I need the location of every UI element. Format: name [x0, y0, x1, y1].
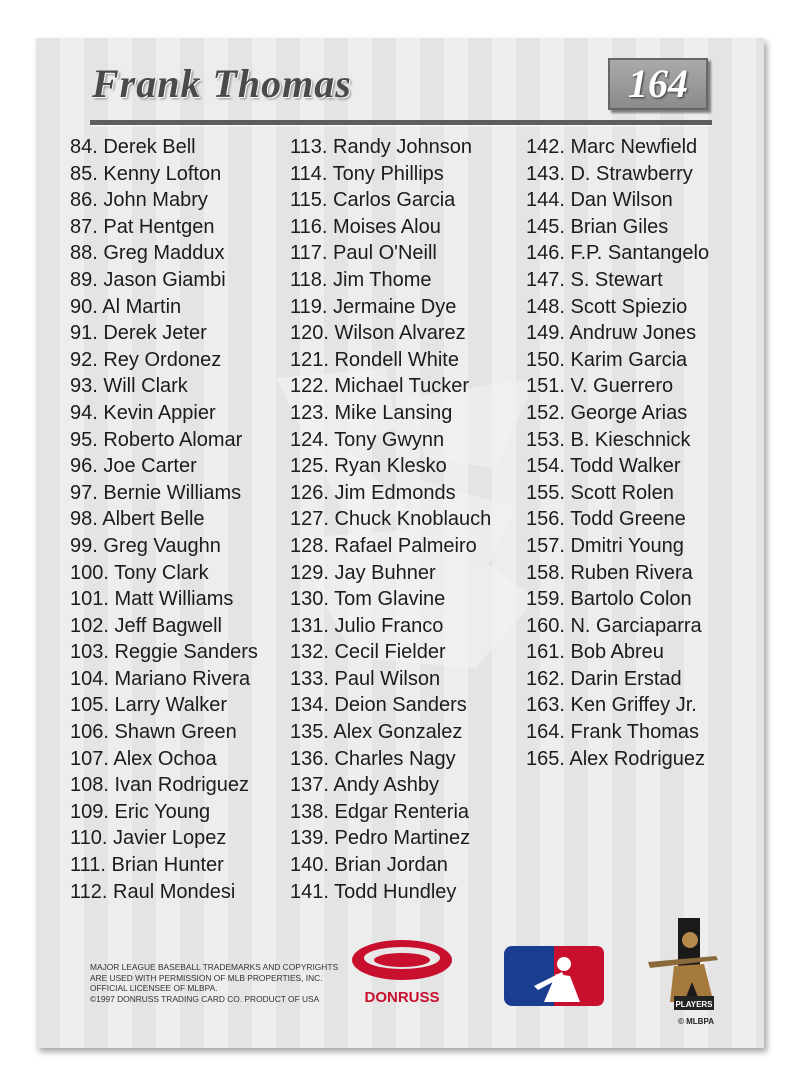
checklist-entry: 94. Kevin Appier [70, 401, 216, 424]
legal-line: MAJOR LEAGUE BASEBALL TRADEMARKS AND COPYRIGHTS [90, 962, 339, 972]
trading-card-back [36, 38, 764, 1048]
checklist-entry: 133. Paul Wilson [290, 667, 441, 690]
checklist-entry: 128. Rafael Palmeiro [290, 534, 477, 557]
checklist-entry: 104. Mariano Rivera [70, 667, 251, 690]
donruss-logo-icon [346, 938, 458, 1010]
checklist-entry: 109. Eric Young [70, 800, 211, 823]
checklist-entry: 138. Edgar Renteria [290, 800, 470, 823]
legal-line: ©1997 DONRUSS TRADING CARD CO. PRODUCT OF USA [90, 993, 320, 1004]
checklist-entry: 165. Alex Rodriguez [526, 747, 706, 770]
checklist-entry: 132. Cecil Fielder [290, 641, 446, 664]
checklist-entry: 147. S. Stewart [526, 268, 663, 291]
checklist-entry: 130. Tom Glavine [290, 588, 446, 611]
checklist-entry: 108. Ivan Rodriguez [70, 774, 250, 797]
checklist-entry: 107. Alex Ochoa [70, 747, 217, 770]
checklist-entry: 155. Scott Rolen [526, 481, 674, 504]
checklist-entry: 125. Ryan Klesko [290, 455, 447, 478]
checklist-entry: 99. Greg Vaughn [70, 534, 221, 557]
checklist-entry: 91. Derek Jeter [70, 322, 207, 345]
checklist-entry: 97. Bernie Williams [70, 481, 242, 504]
checklist-entry: 141. Todd Hundley [290, 880, 457, 903]
players-logo-text: PLAYERS [675, 1000, 713, 1009]
checklist-entry: 139. Pedro Martinez [290, 827, 471, 850]
checklist-entry: 103. Reggie Sanders [70, 641, 258, 664]
checklist-entry: 87. Pat Hentgen [70, 215, 215, 238]
checklist-entry: 157. Dmitri Young [526, 534, 684, 557]
checklist-entry: 131. Julio Franco [290, 614, 444, 637]
checklist-entry: 93. Will Clark [70, 375, 188, 398]
checklist-entry: 88. Greg Maddux [70, 242, 225, 265]
checklist-entry: 117. Paul O'Neill [290, 242, 437, 265]
checklist-entry: 126. Jim Edmonds [290, 481, 456, 504]
checklist-entry: 112. Raul Mondesi [70, 880, 236, 903]
checklist-entry: 123. Mike Lansing [290, 401, 453, 424]
checklist-entry: 144. Dan Wilson [526, 189, 673, 212]
checklist-entry: 95. Roberto Alomar [70, 428, 243, 451]
checklist-column-3 [526, 134, 709, 772]
checklist-entry: 110. Javier Lopez [70, 827, 227, 850]
checklist-entry: 90. Al Martin [70, 295, 182, 318]
checklist-entry: 150. Karim Garcia [526, 348, 688, 371]
checklist-entry: 158. Ruben Rivera [526, 561, 693, 584]
checklist-entry: 121. Rondell White [290, 348, 459, 371]
checklist-entry: 135. Alex Gonzalez [290, 721, 463, 744]
checklist-entry: 101. Matt Williams [70, 588, 234, 611]
checklist-entry: 113. Randy Johnson [290, 136, 472, 158]
checklist-entry: 116. Moises Alou [290, 215, 441, 238]
checklist-entry: 134. Deion Sanders [290, 694, 467, 717]
checklist-column-1 [70, 134, 258, 905]
checklist-entry: 146. F.P. Santangelo [526, 242, 710, 265]
checklist-entry: 84. Derek Bell [70, 136, 196, 158]
checklist-entry: 111. Brian Hunter [70, 854, 224, 877]
checklist-entry: 105. Larry Walker [70, 694, 228, 717]
legal-line: ARE USED WITH PERMISSION OF MLB PROPERTIES, INC. [90, 972, 323, 983]
checklist-entry: 122. Michael Tucker [290, 375, 469, 398]
checklist-entry: 85. Kenny Lofton [70, 162, 222, 185]
checklist-entry: 149. Andruw Jones [526, 322, 697, 345]
checklist-column-2 [290, 134, 491, 905]
checklist-entry: 102. Jeff Bagwell [70, 614, 222, 637]
checklist-entry: 100. Tony Clark [70, 561, 209, 584]
checklist-entry: 143. D. Strawberry [526, 162, 693, 185]
mlb-logo-icon [504, 946, 604, 1006]
checklist-entry: 142. Marc Newfield [526, 136, 698, 158]
checklist-entry: 119. Jermaine Dye [290, 295, 457, 318]
checklist-entry: 92. Rey Ordonez [70, 348, 222, 371]
checklist-entry: 106. Shawn Green [70, 721, 237, 744]
checklist-entry: 129. Jay Buhner [290, 561, 436, 584]
checklist-entry: 160. N. Garciaparra [526, 614, 702, 637]
checklist-entry: 152. George Arias [526, 401, 688, 424]
checklist-entry: 164. Frank Thomas [526, 721, 700, 744]
checklist-entry: 140. Brian Jordan [290, 854, 448, 877]
checklist-entry: 148. Scott Spiezio [526, 295, 688, 318]
checklist-entry: 159. Bartolo Colon [526, 588, 692, 611]
donruss-wordmark: DONRUSS [364, 989, 440, 1006]
checklist-entry: 154. Todd Walker [526, 455, 681, 478]
checklist-entry: 162. Darin Erstad [526, 667, 682, 690]
legal-notice [90, 962, 340, 1004]
checklist-entry: 89. Jason Giambi [70, 268, 226, 291]
checklist-entry: 136. Charles Nagy [290, 747, 456, 770]
checklist-entry: 86. John Mabry [70, 189, 208, 212]
players-choice-logo-icon [644, 916, 734, 1030]
checklist-entry: 120. Wilson Alvarez [290, 322, 466, 345]
checklist-entry: 124. Tony Gwynn [290, 428, 445, 451]
legal-line: OFFICIAL LICENSEE OF MLBPA. [90, 983, 218, 994]
card-number: 164 [608, 58, 708, 110]
checklist-entry: 118. Jim Thome [290, 268, 432, 291]
checklist-entry: 145. Brian Giles [526, 215, 669, 238]
header-divider [90, 120, 712, 125]
checklist-entry: 163. Ken Griffey Jr. [526, 694, 697, 717]
player-name: Frank Thomas [92, 61, 352, 106]
checklist-entry: 137. Andy Ashby [290, 774, 440, 797]
checklist-entry: 114. Tony Phillips [290, 162, 444, 185]
checklist-entry: 156. Todd Greene [526, 508, 686, 531]
mlbpa-text: © MLBPA [678, 1017, 714, 1026]
checklist-entry: 98. Albert Belle [70, 508, 205, 531]
checklist-entry: 153. B. Kieschnick [526, 428, 691, 451]
checklist-entry: 161. Bob Abreu [526, 641, 664, 664]
checklist-entry: 96. Joe Carter [70, 455, 197, 478]
checklist-entry: 127. Chuck Knoblauch [290, 508, 492, 531]
checklist-entry: 115. Carlos Garcia [290, 189, 456, 212]
checklist-entry: 151. V. Guerrero [526, 375, 674, 398]
